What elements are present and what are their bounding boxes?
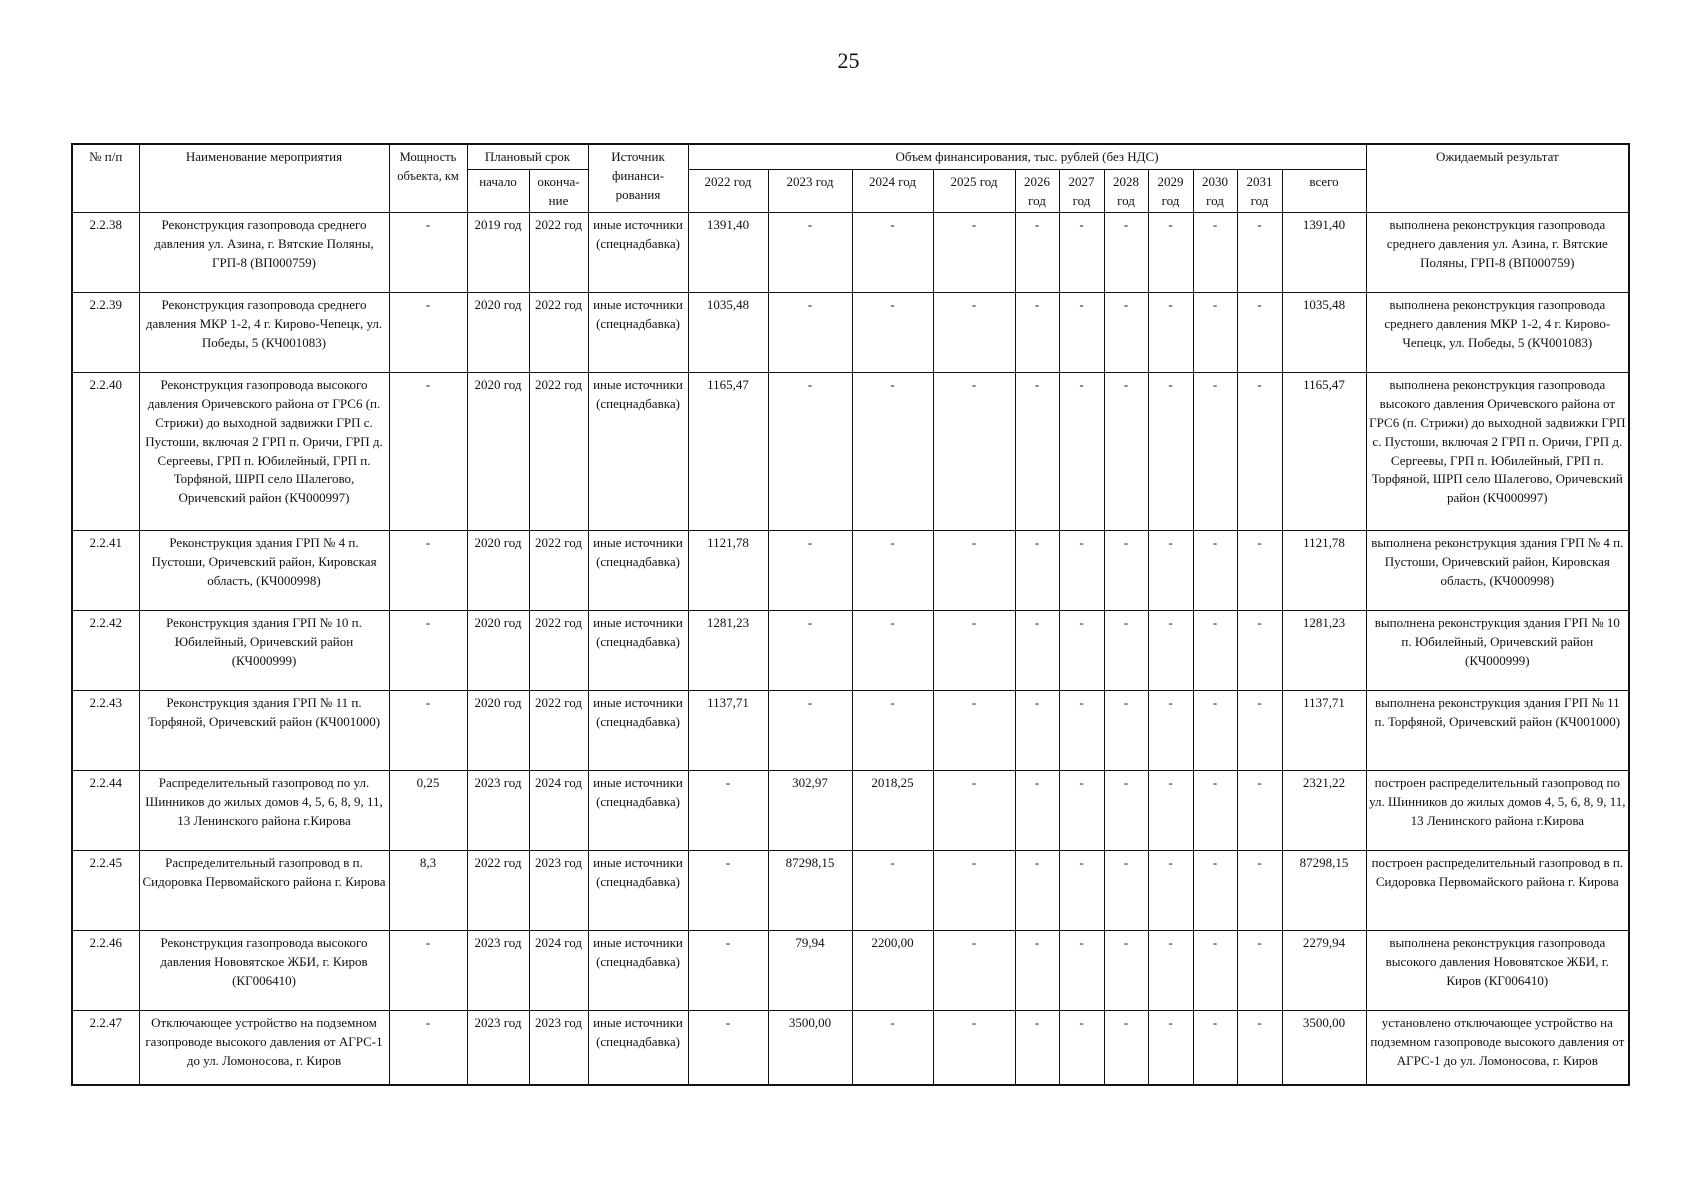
row-num: 2.2.46 — [72, 931, 139, 1011]
row-year-value: 2200,00 — [852, 931, 933, 1011]
table-row — [72, 931, 1629, 1011]
row-year-value: - — [1059, 851, 1104, 931]
row-year-value: - — [1104, 293, 1148, 373]
header-result: Ожидаемый результат — [1366, 144, 1629, 213]
row-num: 2.2.45 — [72, 851, 139, 931]
row-year-value: - — [933, 851, 1015, 931]
row-year-value: - — [1059, 531, 1104, 611]
row-year-value: - — [1104, 373, 1148, 531]
row-total: 1035,48 — [1282, 293, 1366, 373]
header-plan-term: Плановый срок — [467, 144, 588, 169]
row-start: 2020 год — [467, 373, 529, 531]
row-total: 1281,23 — [1282, 611, 1366, 691]
row-num: 2.2.41 — [72, 531, 139, 611]
row-year-value: - — [1104, 931, 1148, 1011]
row-year-value: - — [1148, 373, 1193, 531]
row-year-value: - — [1193, 1011, 1237, 1086]
row-source: иные источники (спецнадбавка) — [588, 531, 688, 611]
row-year-value: 1137,71 — [688, 691, 768, 771]
row-year-value: - — [1059, 373, 1104, 531]
row-total: 1391,40 — [1282, 213, 1366, 293]
row-year-value: - — [852, 1011, 933, 1086]
row-total: 2279,94 — [1282, 931, 1366, 1011]
header-name: Наименование мероприятия — [139, 144, 389, 213]
row-end: 2024 год — [529, 771, 588, 851]
row-year-value: - — [688, 771, 768, 851]
row-source: иные источники (спецнадбавка) — [588, 1011, 688, 1086]
row-total: 2321,22 — [1282, 771, 1366, 851]
row-year-value: - — [852, 611, 933, 691]
row-source: иные источники (спецнадбавка) — [588, 771, 688, 851]
row-year-value: 3500,00 — [768, 1011, 852, 1086]
row-year-value: - — [1104, 611, 1148, 691]
row-result: выполнена реконструкция здания ГРП № 10 п. Юбилейный, Оричевский район (КЧ000999) — [1366, 611, 1629, 691]
row-year-value: - — [1104, 851, 1148, 931]
row-total: 1137,71 — [1282, 691, 1366, 771]
row-year-value: 1165,47 — [688, 373, 768, 531]
row-year-value: - — [688, 1011, 768, 1086]
header-year: 2024 год — [852, 169, 933, 213]
row-name: Отключающее устройство на подземном газопроводе высокого давления от АГРС-1 до ул. Ломоносова, г. Киров — [139, 1011, 389, 1086]
row-start: 2023 год — [467, 1011, 529, 1086]
row-result: установлено отключающее устройство на подземном газопроводе высокого давления от АГРС-1 до ул. Ломоносова, г. Киров — [1366, 1011, 1629, 1086]
row-year-value: - — [1059, 691, 1104, 771]
row-year-value: - — [852, 293, 933, 373]
row-year-value: - — [1237, 1011, 1282, 1086]
row-source: иные источники (спецнадбавка) — [588, 373, 688, 531]
row-year-value: - — [933, 293, 1015, 373]
row-capacity: - — [389, 373, 467, 531]
row-result: построен распределительный газопровод в п. Сидоровка Первомайского района г. Кирова — [1366, 851, 1629, 931]
table-row — [72, 1011, 1629, 1086]
row-year-value: - — [852, 213, 933, 293]
row-capacity: 0,25 — [389, 771, 467, 851]
header-year: 2026 год — [1015, 169, 1059, 213]
row-year-value: 1281,23 — [688, 611, 768, 691]
row-name: Реконструкция здания ГРП № 10 п. Юбилейный, Оричевский район (КЧ000999) — [139, 611, 389, 691]
row-end: 2022 год — [529, 293, 588, 373]
row-end: 2022 год — [529, 531, 588, 611]
row-source: иные источники (спецнадбавка) — [588, 931, 688, 1011]
row-num: 2.2.42 — [72, 611, 139, 691]
row-year-value: - — [1059, 611, 1104, 691]
header-row-1 — [72, 144, 1629, 169]
row-start: 2020 год — [467, 293, 529, 373]
row-year-value: - — [688, 931, 768, 1011]
row-year-value: - — [1193, 213, 1237, 293]
header-year: 2030 год — [1193, 169, 1237, 213]
row-capacity: 8,3 — [389, 851, 467, 931]
row-year-value: - — [1104, 1011, 1148, 1086]
row-num: 2.2.44 — [72, 771, 139, 851]
row-capacity: - — [389, 531, 467, 611]
row-capacity: - — [389, 691, 467, 771]
row-year-value: - — [1148, 931, 1193, 1011]
row-year-value: - — [1148, 691, 1193, 771]
header-year: 2027 год — [1059, 169, 1104, 213]
row-year-value: - — [1237, 931, 1282, 1011]
row-year-value: - — [768, 293, 852, 373]
table-row — [72, 213, 1629, 293]
row-year-value: - — [1193, 293, 1237, 373]
row-year-value: - — [852, 851, 933, 931]
row-name: Распределительный газопровод в п. Сидоровка Первомайского района г. Кирова — [139, 851, 389, 931]
row-year-value: 79,94 — [768, 931, 852, 1011]
row-year-value: - — [1059, 771, 1104, 851]
row-year-value: - — [933, 931, 1015, 1011]
row-end: 2022 год — [529, 691, 588, 771]
header-end: оконча-ние — [529, 169, 588, 213]
row-year-value: - — [1193, 373, 1237, 531]
row-year-value: 87298,15 — [768, 851, 852, 931]
table-row — [72, 851, 1629, 931]
row-year-value: - — [1015, 931, 1059, 1011]
row-year-value: - — [1237, 691, 1282, 771]
row-year-value: - — [1059, 293, 1104, 373]
row-num: 2.2.40 — [72, 373, 139, 531]
row-num: 2.2.39 — [72, 293, 139, 373]
row-year-value: - — [1193, 931, 1237, 1011]
row-capacity: - — [389, 931, 467, 1011]
row-start: 2022 год — [467, 851, 529, 931]
row-capacity: - — [389, 1011, 467, 1086]
header-funding: Объем финансирования, тыс. рублей (без НДС) — [688, 144, 1366, 169]
row-year-value: - — [1015, 851, 1059, 931]
row-start: 2019 год — [467, 213, 529, 293]
row-end: 2023 год — [529, 851, 588, 931]
row-year-value: 302,97 — [768, 771, 852, 851]
row-capacity: - — [389, 213, 467, 293]
row-name: Реконструкция газопровода высокого давления Оричевского района от ГРС6 (п. Стрижи) до выходной задвижки ГРП с. Пустоши, включая 2 ГРП п. Оричи, ГРП д. Сергеевы, ГРП п. Юбилейный, ГРП п. Торфяной, ШРП село Шалегово, Оричевский район (КЧ000997) — [139, 373, 389, 531]
row-year-value: - — [1148, 771, 1193, 851]
row-year-value: - — [1015, 293, 1059, 373]
row-year-value: - — [1015, 1011, 1059, 1086]
row-year-value: - — [1193, 531, 1237, 611]
row-name: Распределительный газопровод по ул. Шинников до жилых домов 4, 5, 6, 8, 9, 11, 13 Ленинского района г.Кирова — [139, 771, 389, 851]
row-year-value: - — [1193, 851, 1237, 931]
row-year-value: 1035,48 — [688, 293, 768, 373]
row-year-value: - — [768, 373, 852, 531]
row-year-value: - — [933, 691, 1015, 771]
header-source: Источник финанси-рования — [588, 144, 688, 213]
row-name: Реконструкция газопровода среднего давления ул. Азина, г. Вятские Поляны, ГРП-8 (ВП000759) — [139, 213, 389, 293]
row-source: иные источники (спецнадбавка) — [588, 691, 688, 771]
row-start: 2020 год — [467, 691, 529, 771]
row-year-value: - — [1059, 931, 1104, 1011]
row-num: 2.2.47 — [72, 1011, 139, 1086]
row-source: иные источники (спецнадбавка) — [588, 611, 688, 691]
row-year-value: - — [768, 213, 852, 293]
row-end: 2022 год — [529, 611, 588, 691]
row-year-value: - — [933, 531, 1015, 611]
row-year-value: 1121,78 — [688, 531, 768, 611]
row-year-value: - — [1015, 691, 1059, 771]
header-total: всего — [1282, 169, 1366, 213]
row-result: выполнена реконструкция газопровода среднего давления ул. Азина, г. Вятские Поляны, ГРП-8 (ВП000759) — [1366, 213, 1629, 293]
row-year-value: - — [1148, 293, 1193, 373]
row-year-value: - — [1015, 373, 1059, 531]
row-name: Реконструкция газопровода высокого давления Нововятское ЖБИ, г. Киров (КГ006410) — [139, 931, 389, 1011]
row-result: выполнена реконструкция здания ГРП № 11 п. Торфяной, Оричевский район (КЧ001000) — [1366, 691, 1629, 771]
row-year-value: - — [933, 611, 1015, 691]
row-result: выполнена реконструкция газопровода высокого давления Нововятское ЖБИ, г. Киров (КГ006410) — [1366, 931, 1629, 1011]
row-year-value: - — [1193, 691, 1237, 771]
row-total: 3500,00 — [1282, 1011, 1366, 1086]
header-year: 2025 год — [933, 169, 1015, 213]
header-num: № п/п — [72, 144, 139, 213]
row-year-value: - — [1148, 611, 1193, 691]
row-year-value: - — [1148, 213, 1193, 293]
row-year-value: - — [1237, 771, 1282, 851]
table-row — [72, 293, 1629, 373]
row-total: 1165,47 — [1282, 373, 1366, 531]
row-result: выполнена реконструкция газопровода высокого давления Оричевского района от ГРС6 (п. Стрижи) до выходной задвижки ГРП с. Пустоши, включая 2 ГРП п. Оричи, ГРП д. Сергеевы, ГРП п. Юбилейный, ГРП п. Торфяной, ШРП село Шалегово, Оричевский район (КЧ000997) — [1366, 373, 1629, 531]
row-year-value: - — [933, 771, 1015, 851]
row-start: 2023 год — [467, 931, 529, 1011]
row-year-value: - — [768, 691, 852, 771]
row-year-value: - — [852, 531, 933, 611]
row-year-value: - — [852, 373, 933, 531]
row-total: 87298,15 — [1282, 851, 1366, 931]
row-year-value: - — [1015, 611, 1059, 691]
row-year-value: - — [768, 611, 852, 691]
row-name: Реконструкция здания ГРП № 4 п. Пустоши, Оричевский район, Кировская область, (КЧ000998) — [139, 531, 389, 611]
row-start: 2020 год — [467, 531, 529, 611]
row-end: 2023 год — [529, 1011, 588, 1086]
row-year-value: - — [1237, 373, 1282, 531]
row-name: Реконструкция здания ГРП № 11 п. Торфяной, Оричевский район (КЧ001000) — [139, 691, 389, 771]
row-result: построен распределительный газопровод по ул. Шинников до жилых домов 4, 5, 6, 8, 9, 11, 13 Ленинского района г.Кирова — [1366, 771, 1629, 851]
header-year: 2028 год — [1104, 169, 1148, 213]
header-year: 2031 год — [1237, 169, 1282, 213]
row-year-value: - — [1237, 851, 1282, 931]
row-end: 2024 год — [529, 931, 588, 1011]
row-source: иные источники (спецнадбавка) — [588, 851, 688, 931]
page-number: 25 — [837, 48, 860, 73]
row-year-value: - — [1015, 531, 1059, 611]
row-start: 2020 год — [467, 611, 529, 691]
row-year-value: - — [1237, 531, 1282, 611]
row-year-value: - — [1237, 213, 1282, 293]
row-num: 2.2.38 — [72, 213, 139, 293]
row-start: 2023 год — [467, 771, 529, 851]
row-year-value: - — [1104, 531, 1148, 611]
row-year-value: - — [1059, 213, 1104, 293]
row-year-value: - — [1104, 213, 1148, 293]
row-end: 2022 год — [529, 213, 588, 293]
row-year-value: 1391,40 — [688, 213, 768, 293]
row-year-value: - — [1104, 771, 1148, 851]
table-row — [72, 531, 1629, 611]
row-year-value: - — [1148, 851, 1193, 931]
row-source: иные источники (спецнадбавка) — [588, 213, 688, 293]
row-year-value: - — [1193, 771, 1237, 851]
row-year-value: - — [768, 531, 852, 611]
financing-table — [71, 143, 1630, 1086]
row-year-value: - — [1148, 1011, 1193, 1086]
row-year-value: - — [1193, 611, 1237, 691]
row-year-value: - — [1059, 1011, 1104, 1086]
table-row — [72, 611, 1629, 691]
row-result: выполнена реконструкция газопровода среднего давления МКР 1-2, 4 г. Кирово-Чепецк, ул. Победы, 5 (КЧ001083) — [1366, 293, 1629, 373]
row-year-value: - — [933, 373, 1015, 531]
row-year-value: - — [933, 213, 1015, 293]
header-year: 2029 год — [1148, 169, 1193, 213]
row-year-value: - — [688, 851, 768, 931]
row-year-value: - — [1015, 213, 1059, 293]
row-total: 1121,78 — [1282, 531, 1366, 611]
table-row — [72, 691, 1629, 771]
table-row — [72, 373, 1629, 531]
row-year-value: - — [1237, 293, 1282, 373]
row-year-value: - — [1237, 611, 1282, 691]
row-year-value: - — [933, 1011, 1015, 1086]
row-num: 2.2.43 — [72, 691, 139, 771]
header-capacity: Мощность объекта, км — [389, 144, 467, 213]
row-year-value: - — [1148, 531, 1193, 611]
row-year-value: - — [852, 691, 933, 771]
row-year-value: - — [1015, 771, 1059, 851]
header-year: 2022 год — [688, 169, 768, 213]
row-name: Реконструкция газопровода среднего давления МКР 1-2, 4 г. Кирово-Чепецк, ул. Победы, 5 (КЧ001083) — [139, 293, 389, 373]
table-row — [72, 771, 1629, 851]
row-end: 2022 год — [529, 373, 588, 531]
row-source: иные источники (спецнадбавка) — [588, 293, 688, 373]
header-start: начало — [467, 169, 529, 213]
row-year-value: 2018,25 — [852, 771, 933, 851]
header-year: 2023 год — [768, 169, 852, 213]
row-capacity: - — [389, 611, 467, 691]
row-capacity: - — [389, 293, 467, 373]
row-year-value: - — [1104, 691, 1148, 771]
row-result: выполнена реконструкция здания ГРП № 4 п. Пустоши, Оричевский район, Кировская область, (КЧ000998) — [1366, 531, 1629, 611]
table-body — [72, 213, 1629, 1086]
